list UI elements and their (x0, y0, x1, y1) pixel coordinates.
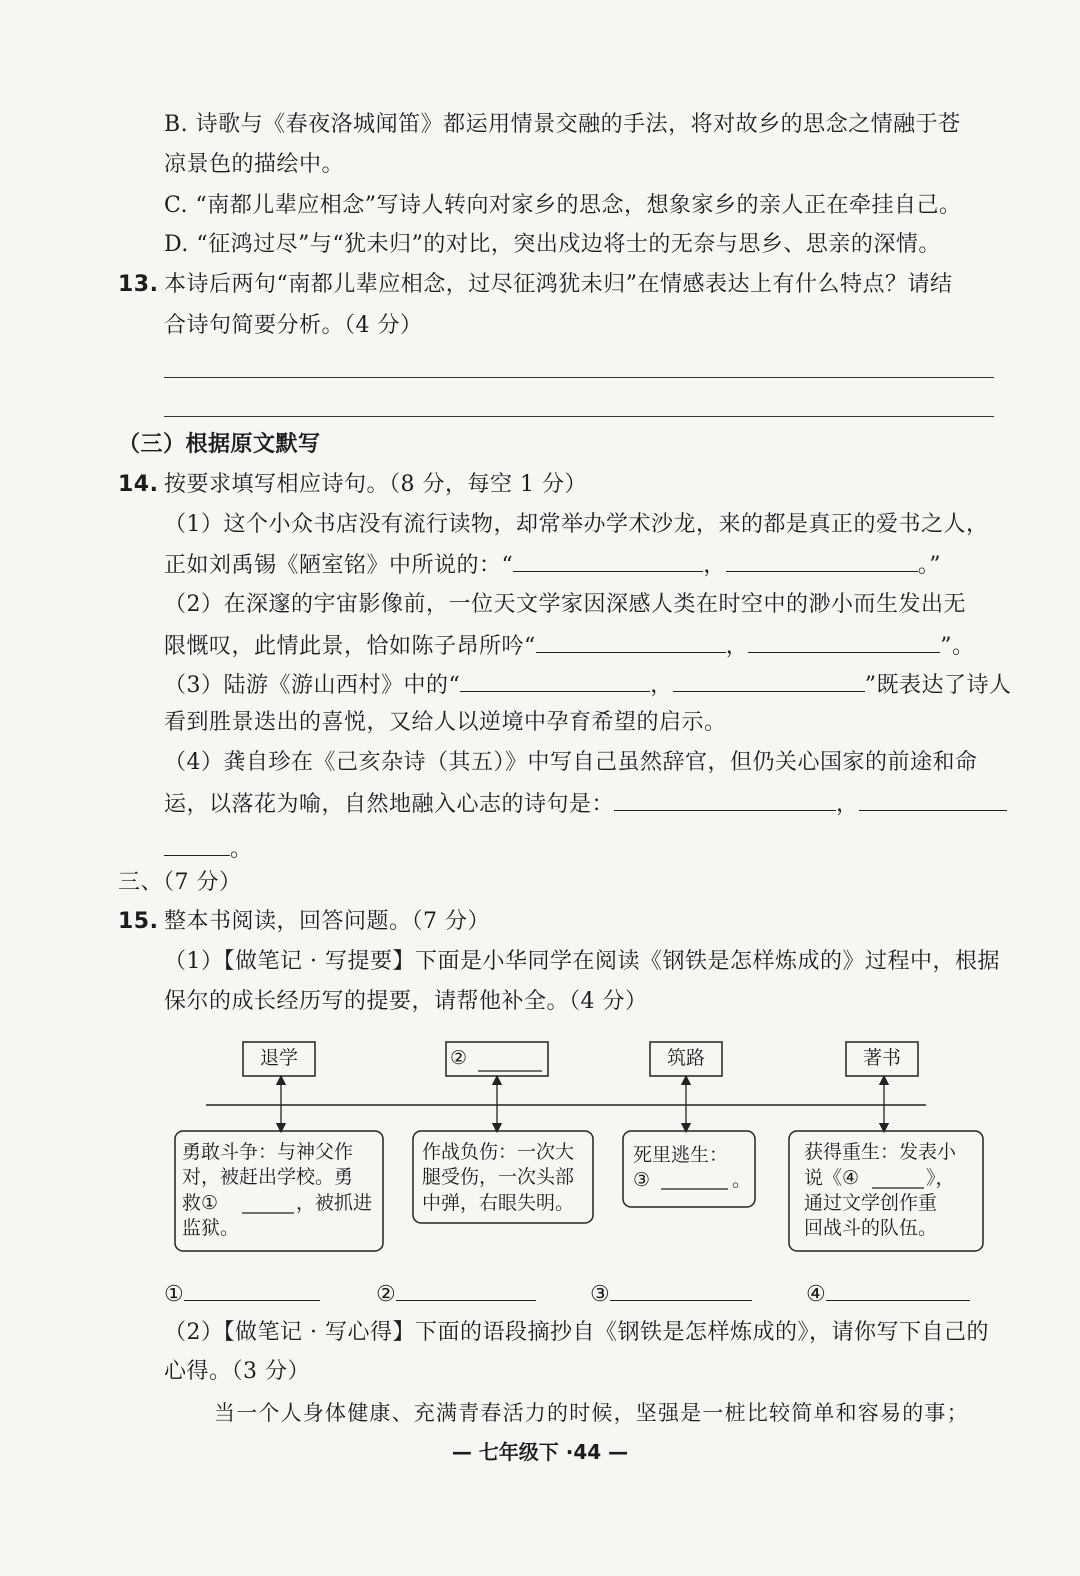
answer-2-label: ② (376, 1282, 397, 1307)
q15-1-line1: （1）【做笔记 · 写提要】下面是小华同学在阅读《钢铁是怎样炼成的》过程中，根据 (164, 949, 1000, 974)
answer-1-label: ① (164, 1282, 185, 1307)
q13-number: 13. (118, 272, 159, 297)
q14-3-line2: 看到胜景迭出的喜悦，又给人以逆境中孕育希望的启示。 (164, 710, 727, 735)
q14-1-line1: （1）这个小众书店没有流行读物，却常举办学术沙龙，来的都是真正的爱书之人， (164, 512, 989, 537)
answer-4 (806, 1278, 970, 1310)
answer-3-label: ③ (590, 1282, 611, 1307)
option-c: C. “南都儿辈应相念”写诗人转向对家乡的思念，想象家乡的亲人正在牵挂自己。 (164, 193, 962, 218)
part-title: 三、（7 分） (118, 870, 242, 895)
answer-1-blank[interactable] (184, 1278, 320, 1301)
option-d: D. “征鸿过尽”与“犹未归”的对比，突出戍边将士的无奈与思乡、思亲的深情。 (164, 232, 941, 257)
q15-2-line1: （2）【做笔记 · 写心得】下面的语段摘抄自《钢铁是怎样炼成的》，请你写下自己的 (164, 1320, 989, 1345)
q13-line1: 本诗后两句“南都儿辈应相念，过尽征鸿犹未归”在情感表达上有什么特点？请结 (164, 272, 953, 297)
q15-stem: 整本书阅读，回答问题。（7 分） (164, 909, 490, 934)
box3-end: 。 (732, 1169, 752, 1191)
box1-blank-marker: 救① (182, 1192, 219, 1214)
q14-4-line1: （4）龚自珍在《己亥杂诗（其五）》中写自己虽然辞官，但仍关心国家的前途和命 (164, 750, 978, 775)
box2-line1: 作战负伤：一次大 (422, 1141, 575, 1163)
answer-2-blank[interactable] (396, 1278, 536, 1301)
answer-1 (164, 1278, 320, 1310)
answer-3-blank[interactable] (610, 1278, 752, 1301)
page-footer: — 七年级下 ·44 — (451, 1440, 629, 1464)
q14-4-comma: ， (836, 792, 859, 817)
q14-3-end: ”既表达了诗人 (864, 673, 1012, 698)
top-label-4: 著书 (862, 1047, 901, 1069)
q14-4-text: 运，以落花为喻，自然地融入心志的诗句是： (164, 792, 615, 817)
q15-number: 15. (118, 909, 159, 934)
q14-stem: 按要求填写相应诗句。（8 分，每空 1 分） (164, 472, 587, 497)
box1-line3-rest: ，被抓进 (296, 1192, 373, 1214)
q14-number: 14. (118, 472, 159, 497)
box4-line2-start: 说《④ (804, 1167, 860, 1189)
box3-line1: 死里逃生： (633, 1144, 729, 1166)
option-b-line2: 凉景色的描绘中。 (164, 152, 345, 177)
answer-4-label: ④ (806, 1282, 827, 1307)
box3-blank-marker: ③ (633, 1169, 651, 1191)
box4-line3: 通过文学创作重 (804, 1192, 938, 1214)
q14-1-comma: ， (703, 553, 726, 578)
answer-4-blank[interactable] (826, 1278, 970, 1301)
q15-1-line2: 保尔的成长经历写的提要，请帮他补全。（4 分） (164, 989, 648, 1014)
answer-3 (590, 1278, 752, 1310)
q15-2-line2: 心得。（3 分） (164, 1359, 310, 1384)
q14-2-text: 限慨叹，此情此景，恰如陈子昂所吟“ (164, 634, 536, 659)
box4-line1: 获得重生：发表小 (804, 1141, 957, 1163)
box4-line2-end: 》， (926, 1167, 955, 1189)
q14-2-end: ”。 (940, 634, 975, 659)
top-label-2: ② (450, 1047, 468, 1069)
box2-line2: 腿受伤，一次头部 (422, 1166, 575, 1188)
box1-line1: 勇敢斗争：与神父作 (182, 1141, 354, 1163)
q14-1-text: 正如刘禹锡《陋室铭》中所说的：“ (164, 553, 514, 578)
section-title: （三）根据原文默写 (118, 432, 321, 457)
top-label-1: 退学 (259, 1047, 298, 1069)
answer-2 (376, 1278, 536, 1310)
q14-1-end: 。” (917, 553, 942, 578)
box1-line2: 对，被赶出学校。勇 (182, 1166, 354, 1188)
q14-4-end: 。 (230, 837, 253, 862)
option-b-line1: B. 诗歌与《春夜洛城闻笛》都运用情景交融的手法，将对故乡的思念之情融于苍 (164, 112, 961, 137)
box4-line4: 回战斗的队伍。 (804, 1217, 938, 1239)
top-label-3: 筑路 (666, 1047, 705, 1069)
q14-2-comma: ， (725, 634, 749, 659)
q14-2-line1: （2）在深邃的宇宙影像前，一位天文学家因深感人类在时空中的渺小而生发出无 (164, 592, 966, 617)
q14-3-comma: ， (650, 673, 673, 698)
q14-3-text: （3）陆游《游山西村》中的“ (164, 673, 461, 698)
q13-line2: 合诗句简要分析。（4 分） (164, 313, 423, 338)
box2-line3: 中弹，右眼失明。 (422, 1192, 575, 1214)
box1-line4: 监狱。 (182, 1217, 240, 1239)
quote-text: 当一个人身体健康、充满青春活力的时候，坚强是一桩比较简单和容易的事； (214, 1401, 969, 1425)
